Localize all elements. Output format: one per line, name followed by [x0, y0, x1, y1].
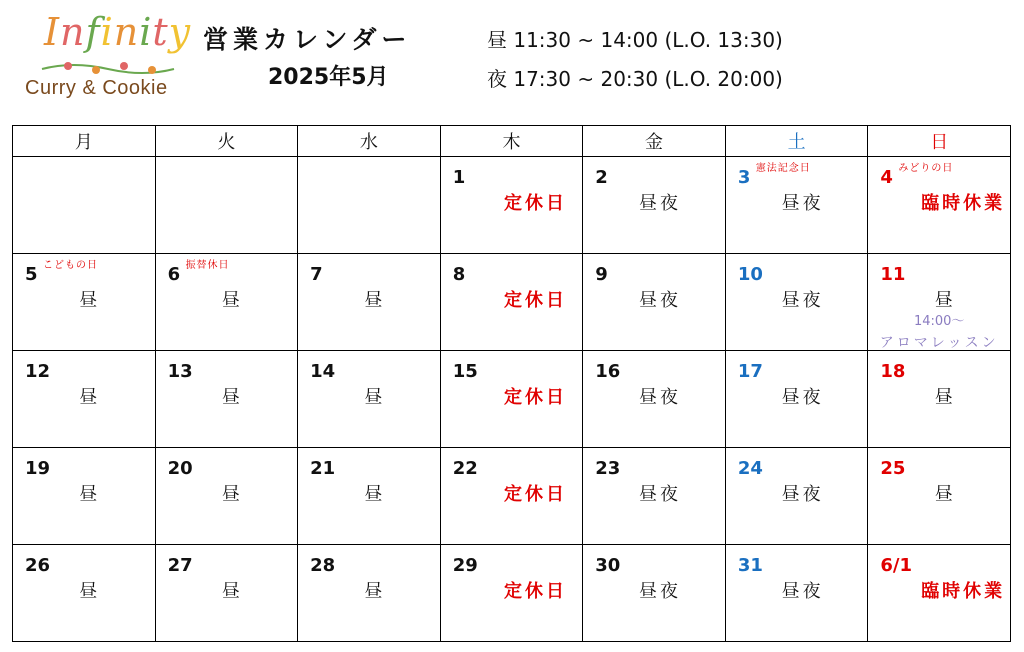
open-status: 昼夜 — [781, 484, 824, 505]
dinner-hours: 夜 17:30 ~ 20:30 (L.O. 20:00) — [487, 67, 783, 91]
open-status: 昼 — [221, 484, 243, 505]
closed-status: 臨時休業 — [921, 193, 1006, 214]
logo-letter: i — [100, 10, 114, 54]
open-status: 昼 — [79, 387, 101, 408]
weekday-header: 月 — [13, 126, 156, 157]
calendar-day-cell — [13, 254, 156, 351]
day-number: 17 — [737, 361, 763, 382]
calendar-day-cell — [298, 157, 441, 254]
calendar-day-cell — [13, 351, 156, 448]
open-status: 昼 — [79, 581, 101, 602]
page-title: 営業カレンダー — [203, 25, 412, 54]
day-number: 29 — [452, 555, 478, 576]
day-number: 8 — [452, 264, 466, 285]
lunch-hours: 昼 11:30 ~ 14:00 (L.O. 13:30) — [487, 28, 783, 52]
open-status: 昼 — [221, 387, 243, 408]
open-status: 昼夜 — [781, 581, 824, 602]
day-number: 12 — [25, 361, 51, 382]
closed-status: 定休日 — [503, 387, 567, 408]
holiday-label: 憲法記念日 — [755, 163, 811, 174]
open-status: 昼 — [364, 484, 386, 505]
calendar-week-row — [13, 448, 1011, 545]
day-number: 6 — [167, 264, 181, 285]
day-number: 18 — [880, 361, 906, 382]
calendar-week-row — [13, 254, 1011, 351]
calendar-grid — [12, 125, 1011, 642]
calendar-day-cell — [583, 448, 726, 545]
open-status: 昼夜 — [781, 290, 824, 311]
holiday-label: こどもの日 — [43, 260, 98, 271]
calendar-day-cell — [868, 254, 1011, 351]
calendar-day-cell — [155, 545, 298, 642]
weekday-header: 木 — [440, 126, 583, 157]
day-number: 1 — [452, 167, 466, 188]
calendar-day-cell — [440, 254, 583, 351]
calendar-day-cell — [155, 351, 298, 448]
day-number: 24 — [737, 458, 763, 479]
day-number: 20 — [167, 458, 193, 479]
closed-status: 定休日 — [503, 193, 567, 214]
calendar-day-cell — [155, 448, 298, 545]
calendar-week-row — [13, 545, 1011, 642]
weekday-header: 金 — [583, 126, 726, 157]
open-status: 昼夜 — [639, 581, 682, 602]
open-status: 昼 — [364, 581, 386, 602]
closed-status: 定休日 — [503, 581, 567, 602]
day-number: 14 — [310, 361, 336, 382]
day-number: 25 — [880, 458, 906, 479]
calendar-day-cell — [725, 545, 868, 642]
weekday-header: 土 — [725, 126, 868, 157]
logo-letter: n — [60, 10, 86, 54]
holiday-label: 振替休日 — [185, 260, 230, 271]
logo-subtitle: Curry & Cookie — [25, 77, 168, 99]
open-status: 昼 — [364, 290, 386, 311]
open-status: 昼 — [364, 387, 386, 408]
logo-letter: i — [139, 10, 153, 54]
holiday-label: みどりの日 — [898, 163, 954, 174]
calendar-day-cell — [440, 351, 583, 448]
calendar-day-cell — [440, 448, 583, 545]
day-number: 23 — [595, 458, 621, 479]
day-number: 19 — [25, 458, 51, 479]
logo-letter: f — [85, 10, 101, 54]
day-number: 4 — [880, 167, 893, 188]
calendar-day-cell — [725, 448, 868, 545]
day-number: 28 — [310, 555, 336, 576]
open-status: 昼夜 — [639, 193, 682, 214]
day-number: 7 — [310, 264, 323, 285]
calendar-day-cell — [583, 351, 726, 448]
calendar-day-cell — [583, 254, 726, 351]
open-status: 昼夜 — [639, 387, 682, 408]
day-number: 16 — [595, 361, 621, 382]
event-name: アロマレッスン — [879, 335, 999, 351]
day-number: 30 — [595, 555, 621, 576]
day-number: 15 — [452, 361, 478, 382]
calendar-day-cell — [155, 254, 298, 351]
closed-status: 定休日 — [503, 290, 567, 311]
calendar-day-cell — [298, 254, 441, 351]
calendar-day-cell — [868, 157, 1011, 254]
calendar-week-row — [13, 157, 1011, 254]
calendar-day-cell — [583, 545, 726, 642]
calendar-day-cell — [583, 157, 726, 254]
logo-letter: I — [44, 10, 61, 54]
open-status: 昼 — [934, 387, 956, 408]
open-status: 昼夜 — [639, 484, 682, 505]
day-number: 3 — [737, 167, 751, 188]
calendar-day-cell — [725, 254, 868, 351]
calendar-day-cell — [298, 545, 441, 642]
logo-letter: y — [168, 10, 192, 54]
calendar-day-cell — [725, 157, 868, 254]
weekday-header-row — [13, 126, 1011, 157]
open-status: 昼 — [79, 290, 101, 311]
calendar-day-cell — [440, 157, 583, 254]
day-number: 2 — [595, 167, 608, 188]
open-status: 昼夜 — [781, 387, 824, 408]
calendar-day-cell — [13, 545, 156, 642]
open-status: 昼夜 — [639, 290, 682, 311]
calendar-day-cell — [725, 351, 868, 448]
open-status: 昼 — [934, 290, 956, 311]
closed-status: 定休日 — [503, 484, 567, 505]
calendar-month: 2025年5月 — [268, 65, 389, 90]
calendar-day-cell — [868, 545, 1011, 642]
logo-letter: n — [113, 10, 140, 54]
open-status: 昼夜 — [781, 193, 824, 214]
day-number: 11 — [880, 264, 906, 285]
day-number: 27 — [167, 555, 193, 576]
day-number: 13 — [167, 361, 193, 382]
day-number: 21 — [310, 458, 336, 479]
open-status: 昼 — [79, 484, 101, 505]
calendar-day-cell — [13, 448, 156, 545]
day-number: 5 — [25, 264, 38, 285]
open-status: 昼 — [221, 290, 243, 311]
calendar-day-cell — [298, 448, 441, 545]
day-number: 6/1 — [880, 555, 912, 576]
logo — [22, 10, 192, 105]
calendar-week-row — [13, 351, 1011, 448]
calendar-day-cell — [13, 157, 156, 254]
day-number: 9 — [595, 264, 608, 285]
closed-status: 臨時休業 — [921, 581, 1006, 602]
logo-letter: t — [152, 10, 169, 54]
calendar-day-cell — [298, 351, 441, 448]
day-number: 22 — [452, 458, 478, 479]
weekday-header: 水 — [298, 126, 441, 157]
calendar-day-cell — [868, 351, 1011, 448]
event-time: 14:00～ — [913, 314, 965, 329]
calendar-day-cell — [155, 157, 298, 254]
weekday-header: 日 — [868, 126, 1011, 157]
calendar-day-cell — [440, 545, 583, 642]
open-status: 昼 — [934, 484, 956, 505]
day-number: 10 — [737, 264, 763, 285]
day-number: 31 — [737, 555, 763, 576]
day-number: 26 — [25, 555, 51, 576]
weekday-header: 火 — [155, 126, 298, 157]
logo-wordmark — [44, 10, 191, 54]
calendar-day-cell — [868, 448, 1011, 545]
open-status: 昼 — [221, 581, 243, 602]
